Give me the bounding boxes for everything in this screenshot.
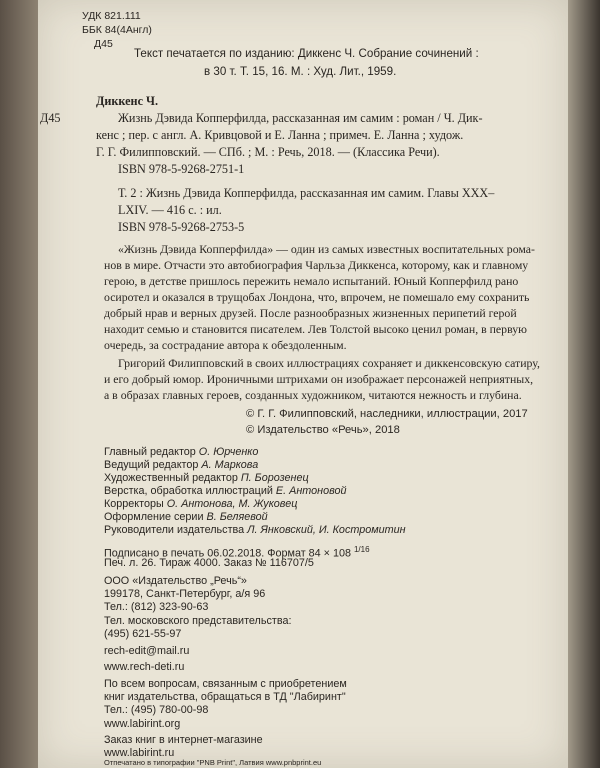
- copyright-page: [38, 0, 568, 768]
- credit-line: Корректоры О. Антонова, М. Жуковец: [104, 498, 298, 510]
- print-pages: Печ. л. 26. Тираж 4000. Заказ № 116707/5: [104, 557, 314, 569]
- credit-line: Главный редактор О. Юрченко: [104, 446, 259, 458]
- record-title-line: Г. Г. Филипповский. — СПб. ; М. : Речь, 2018. — (Классика Речи).: [96, 145, 440, 159]
- moscow-office-phone: (495) 621-55-97: [104, 628, 182, 640]
- publisher-email: rech-edit@mail.ru: [104, 645, 190, 657]
- record-title-line: кенс ; пер. с англ. А. Кривцовой и Е. Ланна ; примеч. Е. Ланна ; худож.: [96, 128, 464, 142]
- annotation-line: герою, в детстве пришлось пережить немало испытаний. Юный Копперфилд рано: [104, 274, 519, 288]
- publisher-name: ООО «Издательство „Речь“»: [104, 575, 247, 587]
- record-isbn-set: ISBN 978-5-9268-2751-1: [118, 162, 245, 176]
- annotation-line: добрый нрав и верных друзей. После разнообразных жизненных перипетий герой: [104, 306, 517, 320]
- printer-name: "PNB Print", Латвия: [196, 758, 264, 767]
- moscow-office-label: Тел. московского представительства:: [104, 615, 292, 627]
- annotation-line: и его добрый юмор. Ироничными штрихами он изображает персонажей неприятных,: [104, 372, 534, 386]
- publisher-website: www.rech-deti.ru: [104, 661, 185, 673]
- source-note-line2: в 30 т. Т. 15, 16. М. : Худ. Лит., 1959.: [204, 65, 397, 78]
- online-order-website: www.labirint.ru: [104, 747, 175, 759]
- annotation-line: Григорий Филипповский в своих иллюстрациях сохраняет и диккенсовскую сатиру,: [118, 356, 540, 370]
- publisher-address: 199178, Санкт-Петербург, а/я 96: [104, 588, 266, 600]
- annotation-line: очередь, за сострадание автора к обездоленным.: [104, 338, 347, 352]
- annotation-line: осиротел и оказался в трущобах Лондона, что, впрочем, не помешало ему сохранить: [104, 290, 530, 304]
- labirint-website: www.labirint.org: [104, 718, 181, 730]
- author-sign: Д45: [94, 38, 113, 50]
- annotation-line: а в образах главных героев, созданных художником, читаются нежность и глубина.: [104, 388, 522, 402]
- record-author: Диккенс Ч.: [96, 94, 159, 108]
- record-isbn-volume: ISBN 978-5-9268-2753-5: [118, 220, 245, 234]
- annotation-line: находит семью и становится писателем. Лев Толстой высоко ценил роман, в первую: [104, 322, 527, 336]
- labirint-info-line: книг издательства, обращаться в ТД "Лабиринт": [104, 691, 346, 703]
- record-volume-line: Т. 2 : Жизнь Дэвида Копперфилда, рассказанная им самим. Главы XXX–: [118, 186, 495, 200]
- credit-line: Руководители издательства Л. Янковский, И. Костромитин: [104, 524, 406, 536]
- book-spine-shadow: [0, 0, 38, 768]
- credit-line: Ведущий редактор А. Маркова: [104, 459, 259, 471]
- print-signed: Подписано в печать 06.02.2018. Формат 84 × 108 $^{1/16}$: [104, 545, 370, 560]
- printer-website: www.pnbprint.eu: [265, 758, 322, 767]
- udk-code: УДК 821.111: [82, 10, 141, 22]
- annotation-line: «Жизнь Дэвида Копперфилда» — один из самых известных воспитательных рома-: [118, 242, 535, 256]
- publisher-phone: Тел.: (812) 323-90-63: [104, 601, 209, 613]
- record-title-line: Жизнь Дэвида Копперфилда, рассказанная им самим : роман / Ч. Дик-: [118, 111, 483, 125]
- bbk-code: ББК 84(4Англ): [82, 24, 152, 36]
- credit-line: Оформление серии В. Беляевой: [104, 511, 268, 523]
- page-edge: [568, 0, 600, 768]
- online-order-label: Заказ книг в интернет-магазине: [104, 734, 263, 746]
- annotation-line: нов в мире. Отчасти это автобиография Чарльза Диккенса, которому, как и главному: [104, 258, 529, 272]
- credit-line: Верстка, обработка иллюстраций Е. Антоновой: [104, 485, 347, 497]
- credit-line: Художественный редактор П. Борозенец: [104, 472, 309, 484]
- record-author-code: Д45: [40, 111, 61, 125]
- record-volume-line: LXIV. — 416 с. : ил.: [118, 203, 222, 217]
- printer-label: Отпечатано в типографии: [104, 758, 195, 767]
- copyright-illustrations: © Г. Г. Филипповский, наследники, иллюстрации, 2017: [246, 408, 528, 420]
- format-fraction: 1/16: [353, 545, 370, 554]
- copyright-publisher: © Издательство «Речь», 2018: [246, 424, 400, 436]
- labirint-info-line: По всем вопросам, связанным с приобретением: [104, 678, 347, 690]
- printer-block: [104, 759, 321, 767]
- source-note-line1: Текст печатается по изданию: Диккенс Ч. Собрание сочинений :: [134, 47, 479, 60]
- labirint-phone: Тел.: (495) 780-00-98: [104, 704, 209, 716]
